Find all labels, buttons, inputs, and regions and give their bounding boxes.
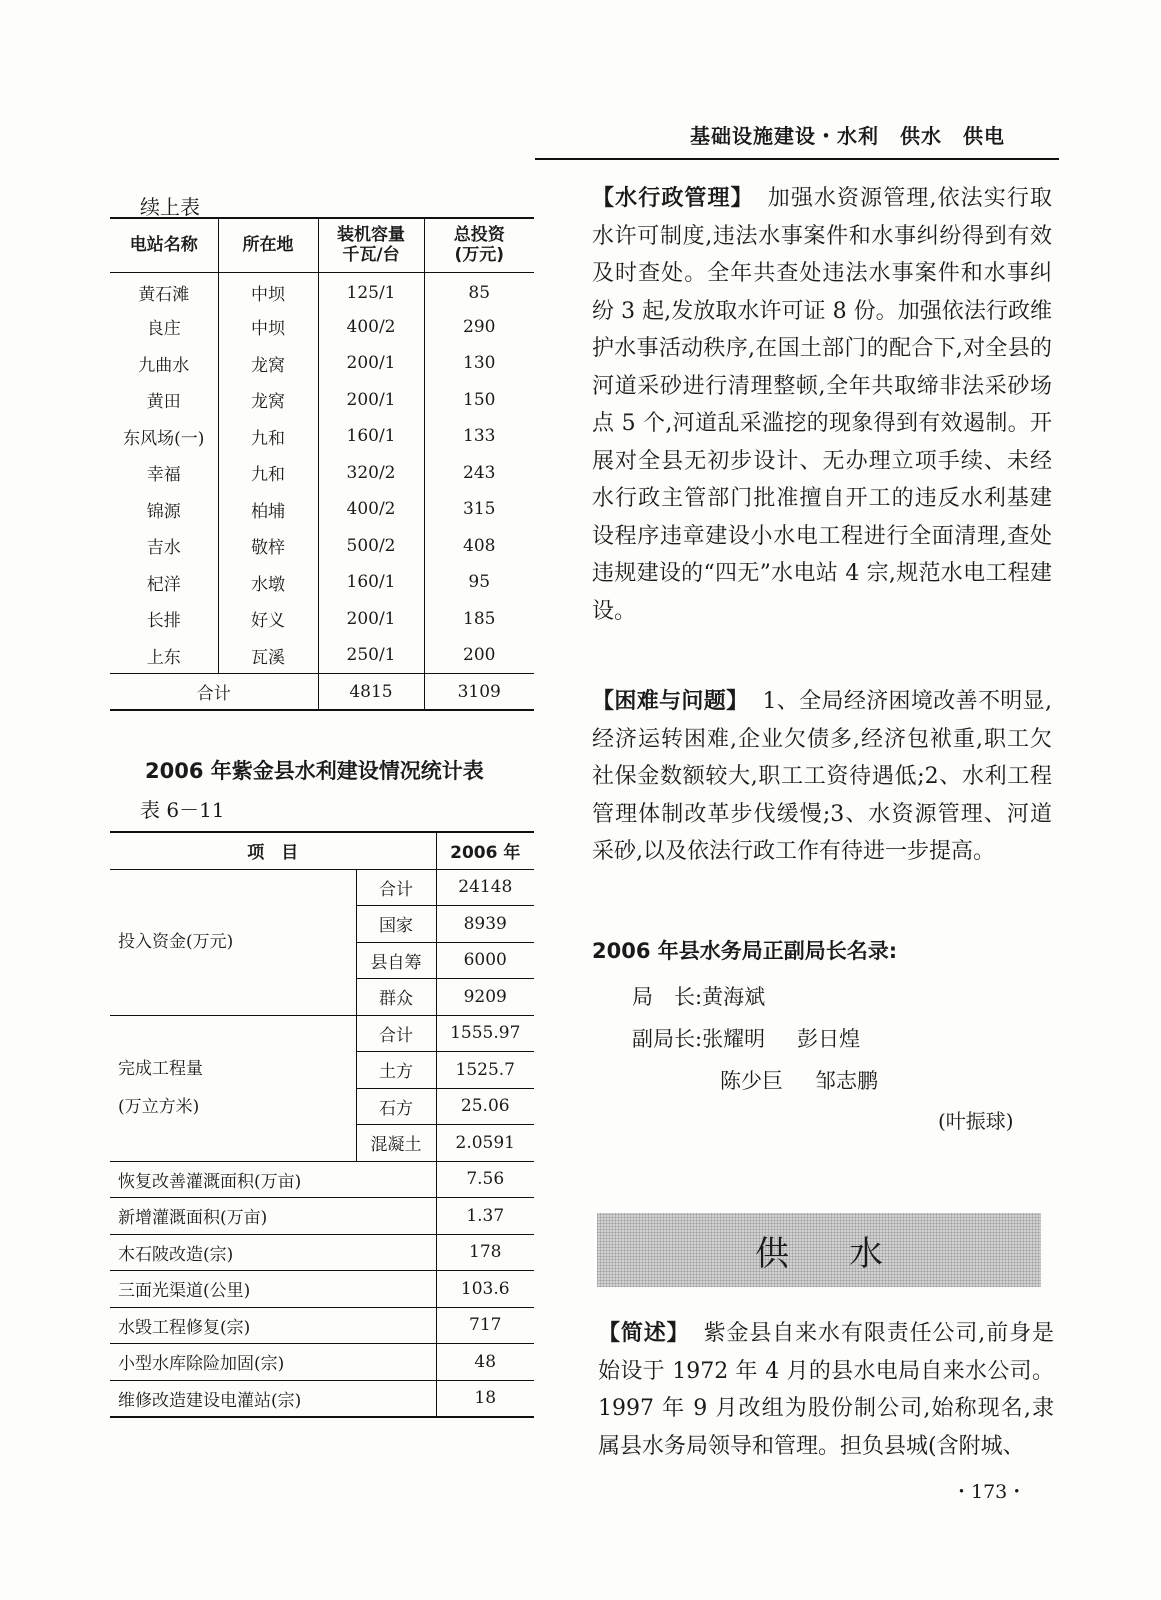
- group-label-line: 完成工程量: [118, 1059, 203, 1079]
- station-investment: 408: [424, 528, 534, 565]
- station-location: 好义: [218, 601, 318, 638]
- item-value: 48: [436, 1344, 534, 1381]
- column-header-location: 所在地: [218, 218, 318, 272]
- table-row: [110, 637, 534, 674]
- column-header-station: 电站名称: [110, 218, 218, 272]
- deputy-name: 彭日煌: [797, 1027, 861, 1051]
- item-label: 三面光渠道(公里): [110, 1271, 436, 1308]
- sub-item-label: 合计: [356, 869, 436, 906]
- table-row: [110, 1198, 534, 1235]
- section-heading: 【简述】: [598, 1321, 690, 1346]
- table-total-row: [110, 674, 534, 711]
- station-name: 黄田: [146, 392, 181, 413]
- item-label: 恢复改善灌溉面积(万亩): [110, 1161, 436, 1198]
- section-problems: [592, 683, 1052, 871]
- header-rule: [535, 158, 1059, 160]
- sub-item-label: 石方: [356, 1088, 436, 1125]
- sub-item-label: 合计: [356, 1015, 436, 1052]
- banner-title: 供水: [755, 1233, 943, 1274]
- table-row: [110, 1271, 534, 1308]
- total-label: 合计: [110, 674, 318, 711]
- page-number: ・173・: [952, 1481, 1027, 1503]
- table-continued-label: 续上表: [140, 195, 200, 219]
- table-row: [110, 1380, 534, 1417]
- sub-item-value: 25.06: [436, 1088, 534, 1125]
- station-investment: 243: [424, 455, 534, 492]
- item-label: 木石陂改造(宗): [110, 1234, 436, 1271]
- sub-item-value: 6000: [436, 942, 534, 979]
- station-investment: 290: [424, 309, 534, 346]
- station-name: 上东: [146, 647, 181, 668]
- table-row: [110, 869, 534, 906]
- section-water-admin: [592, 180, 1052, 630]
- table-title: 2006 年紫金县水利建设情况统计表: [145, 759, 484, 783]
- table-row: [110, 528, 534, 565]
- station-investment: 130: [424, 345, 534, 382]
- station-capacity: 320/2: [318, 455, 424, 492]
- group-label-unit: (万立方米): [118, 1097, 200, 1117]
- table-row: [110, 1307, 534, 1344]
- section-banner-water-supply: [597, 1213, 1041, 1287]
- table-row: [110, 382, 534, 419]
- item-label: 小型水库除险加固(宗): [110, 1344, 436, 1381]
- total-investment: 3109: [424, 674, 534, 711]
- total-capacity: 4815: [318, 674, 424, 711]
- running-header: 基础设施建设・水利 供水 供电: [690, 124, 1005, 148]
- station-capacity: 160/1: [318, 418, 424, 455]
- station-investment: 133: [424, 418, 534, 455]
- table-number: 表 6－11: [140, 798, 225, 822]
- sub-item-label: 国家: [356, 906, 436, 943]
- sub-item-value: 8939: [436, 906, 534, 943]
- station-investment: 200: [424, 637, 534, 674]
- sub-item-label: 土方: [356, 1052, 436, 1089]
- item-value: 7.56: [436, 1161, 534, 1198]
- station-location: 瓦溪: [218, 637, 318, 674]
- section-heading: 【水行政管理】: [592, 186, 754, 211]
- group-label-funding: 投入资金(万元): [110, 869, 356, 1015]
- station-location: 中坝: [218, 309, 318, 346]
- author-credit: (叶振球): [938, 1109, 1014, 1133]
- table-row: [110, 1015, 534, 1052]
- station-name: 良庄: [146, 319, 181, 340]
- roster-deputies-line: [632, 1023, 860, 1053]
- sub-item-value: 24148: [436, 869, 534, 906]
- station-name: 长排: [146, 611, 181, 632]
- table-row: [110, 1234, 534, 1271]
- station-name: 锦源: [146, 501, 181, 522]
- deputy-name: 陈少巨: [720, 1069, 783, 1093]
- section-body: 加强水资源管理,依法实行取水许可制度,违法水事案件和水事纠纷得到有效及时查处。全年共查处违法水事案件和水事纠纷 3 起,发放取水许可证 8 份。加强依法行政维护水事活动秩序,在国土部门的配合下,对全县的河道采砂进行清理整顿,全年共取缔非法采砂场点 5 个,河道乱采滥挖的现象得到有效遏制。开展对全县无初步设计、无办理立项手续、未经水行政主管部门批准擅自开工的违反水利基建设程序违章建设小水电工程进行全面清理,查处违规建设的“四无”水电站 4 宗,规范水电工程建设。: [592, 186, 1052, 624]
- table-row: [110, 564, 534, 601]
- item-label: 水毁工程修复(宗): [110, 1307, 436, 1344]
- roster-director: 局 长:黄海斌: [632, 985, 766, 1009]
- roster-deputies-line: [720, 1065, 878, 1095]
- section-body: 紫金县自来水有限责任公司,前身是始设于 1972 年 4 月的县水电局自来水公司。1997 年 9 月改组为股份制公司,始称现名,隶属县水务局领导和管理。担负县城(含附城、: [598, 1321, 1054, 1459]
- sub-item-value: 1555.97: [436, 1015, 534, 1052]
- hydropower-station-table: [110, 217, 534, 711]
- column-header-investment: 总投资 (万元): [424, 218, 534, 272]
- item-value: 178: [436, 1234, 534, 1271]
- station-location: 敬梓: [218, 528, 318, 565]
- sub-item-value: 2.0591: [436, 1125, 534, 1162]
- column-header-year: 2006 年: [436, 832, 534, 869]
- table-row: [110, 272, 534, 309]
- station-capacity: 200/1: [318, 382, 424, 419]
- table-row: [110, 455, 534, 492]
- item-value: 1.37: [436, 1198, 534, 1235]
- station-capacity: 500/2: [318, 528, 424, 565]
- table-row: [110, 601, 534, 638]
- station-location: 柏埔: [218, 491, 318, 528]
- table-row: [110, 1344, 534, 1381]
- station-capacity: 400/2: [318, 309, 424, 346]
- station-name: 九曲水: [138, 355, 190, 376]
- station-investment: 315: [424, 491, 534, 528]
- station-location: 中坝: [218, 272, 318, 309]
- station-investment: 95: [424, 564, 534, 601]
- item-label: 新增灌溉面积(万亩): [110, 1198, 436, 1235]
- water-construction-table: [110, 831, 534, 1418]
- deputy-name: 张耀明: [702, 1027, 766, 1051]
- item-value: 103.6: [436, 1271, 534, 1308]
- station-location: 九和: [218, 455, 318, 492]
- table-row: [110, 309, 534, 346]
- station-investment: 150: [424, 382, 534, 419]
- table-row: [110, 491, 534, 528]
- column-header-capacity: 装机容量 千瓦/台: [318, 218, 424, 272]
- station-name: 黄石滩: [138, 285, 190, 305]
- station-capacity: 400/2: [318, 491, 424, 528]
- roster-title: 2006 年县水务局正副局长名录:: [592, 939, 898, 963]
- section-summary: [598, 1315, 1054, 1465]
- sub-item-label: 县自筹: [356, 942, 436, 979]
- table-row: [110, 418, 534, 455]
- section-body: 1、全局经济困境改善不明显,经济运转困难,企业欠债多,经济包袱重,职工欠社保金数额较大,职工工资待遇低;2、水利工程管理体制改革步伐缓慢;3、水资源管理、河道采砂,以及依法行政工作有待进一步提高。: [592, 689, 1052, 864]
- item-label: 维修改造建设电灌站(宗): [110, 1380, 436, 1417]
- sub-item-label: 混凝土: [356, 1125, 436, 1162]
- section-heading: 【困难与问题】: [592, 689, 749, 714]
- deputy-name: 邹志鹏: [815, 1069, 878, 1093]
- station-name: 吉水: [146, 538, 181, 559]
- station-capacity: 200/1: [318, 345, 424, 382]
- station-capacity: 160/1: [318, 564, 424, 601]
- table-header-row: [110, 832, 534, 869]
- deputy-label: 副局长:: [632, 1027, 703, 1051]
- sub-item-value: 9209: [436, 979, 534, 1016]
- station-investment: 85: [424, 272, 534, 309]
- group-label-quantity: [110, 1015, 356, 1161]
- station-location: 水墩: [218, 564, 318, 601]
- station-location: 九和: [218, 418, 318, 455]
- station-name: 东风场(一): [123, 428, 205, 449]
- station-name: 杞洋: [146, 574, 181, 595]
- station-capacity: 200/1: [318, 601, 424, 638]
- sub-item-value: 1525.7: [436, 1052, 534, 1089]
- item-value: 18: [436, 1380, 534, 1417]
- station-capacity: 250/1: [318, 637, 424, 674]
- table-row: [110, 1161, 534, 1198]
- table-row: [110, 345, 534, 382]
- station-investment: 185: [424, 601, 534, 638]
- item-value: 717: [436, 1307, 534, 1344]
- station-capacity: 125/1: [318, 272, 424, 309]
- station-location: 龙窝: [218, 345, 318, 382]
- station-location: 龙窝: [218, 382, 318, 419]
- table-header-row: [110, 218, 534, 272]
- sub-item-label: 群众: [356, 979, 436, 1016]
- column-header-item: 项 目: [110, 832, 436, 869]
- station-name: 幸福: [146, 465, 181, 486]
